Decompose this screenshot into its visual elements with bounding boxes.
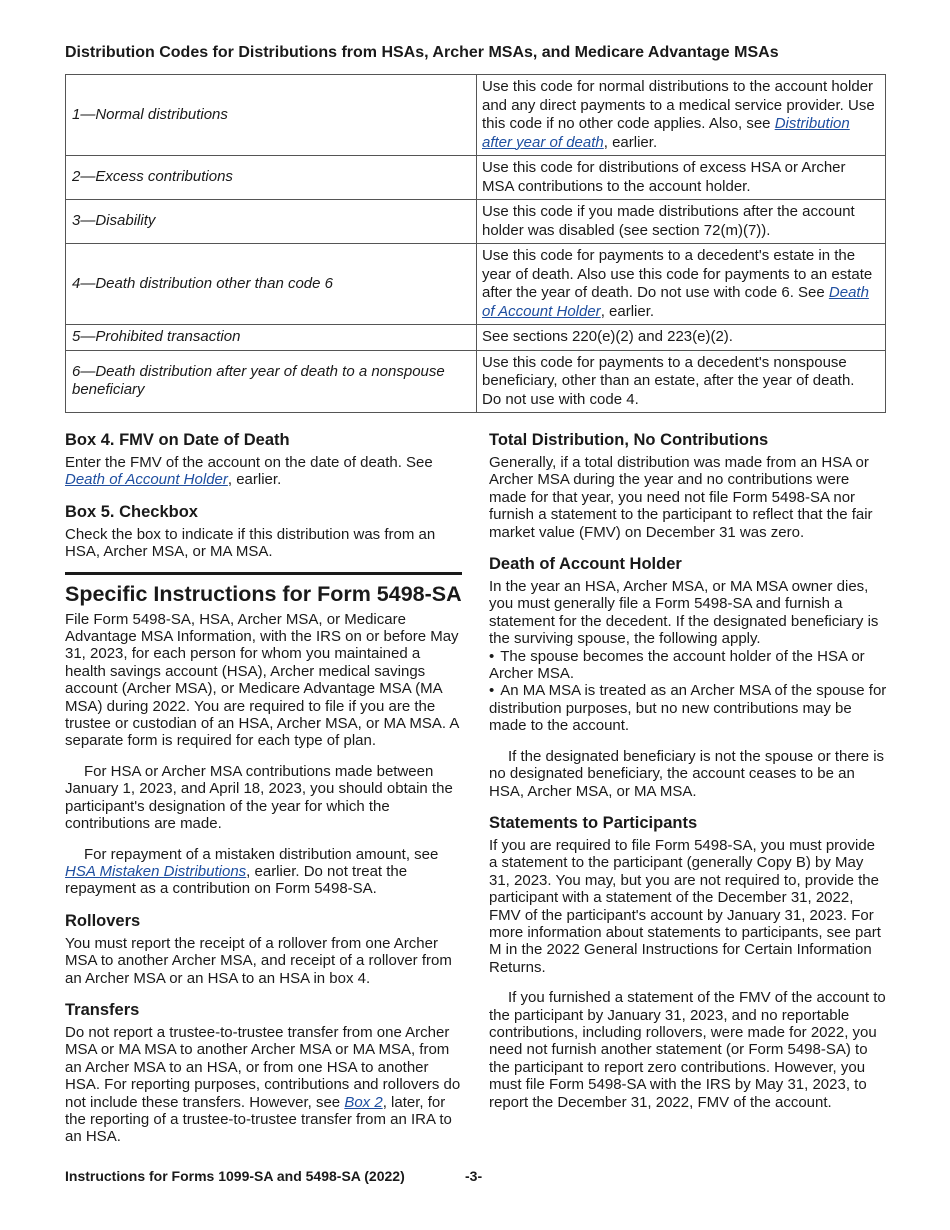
table-row	[66, 350, 886, 413]
specific-paragraph-1: File Form 5498-SA, HSA, Archer MSA, or Medicare Advantage MSA Information, with the IRS on or before May 31, 2023, for each person for whom you maintained a health savings account (HSA), Archer medical savings account (Archer MSA), or Medicare Advantage MSA (MA MSA) during 2022. You are required to file if you are the trustee or custodian of an HSA, Archer MSA, or MA MSA. A separate form is required for each type of plan.	[65, 610, 459, 750]
distribution-code-description: Use this code if you made distributions after the account holder was disabled (see section 72(m)(7)).	[477, 200, 886, 244]
transfers-heading: Transfers	[65, 1000, 140, 1019]
distribution-code: 5—Prohibited transaction	[66, 325, 477, 351]
box5-heading: Box 5. Checkbox	[65, 502, 198, 521]
distribution-code-description: See sections 220(e)(2) and 223(e)(2).	[477, 325, 886, 351]
total-distribution-heading: Total Distribution, No Contributions	[489, 431, 769, 449]
page-number: -3-	[465, 1168, 483, 1184]
distribution-code-description: Use this code for payments to a decedent's estate in the year of death. Also use this code for payments to an estate after the year of death. Do not use with code 6. See Death of Account Holder, earlier.	[477, 244, 886, 325]
box4-heading: Box 4. FMV on Date of Death	[65, 431, 290, 449]
death-of-account-holder-link[interactable]: Death of Account Holder	[65, 471, 228, 489]
distribution-code-description: Use this code for distributions of excess HSA or Archer MSA contributions to the account holder.	[477, 156, 886, 200]
cross-reference-link[interactable]: Death of Account Holder	[482, 284, 869, 320]
hsa-mistaken-distributions-link[interactable]: HSA Mistaken Distributions	[65, 862, 247, 880]
cross-reference-link[interactable]: Distribution after year of death	[482, 115, 850, 151]
statements-paragraph-2: If you furnished a statement of the FMV of the account to the participant by January 31, 2023, and no reportable contributions, including rollovers, were made for 2022, you need not furnish another statement (or Form 5498-SA) to the participant to report zero contributions. However, you must file Form 5498-SA with the IRS by May 31, 2023, to report the December 31, 2022, FMV of the account.	[489, 989, 886, 1111]
box2-link[interactable]: Box 2	[344, 1093, 383, 1111]
death-paragraph-1: In the year an HSA, Archer MSA, or MA MSA owner dies, you must generally file a Form 5498-SA and furnish a statement for the decedent. If the designated beneficiary is the surviving spouse, the following apply.	[489, 578, 879, 648]
distribution-code: 6—Death distribution after year of death to a nonspouse beneficiary	[66, 350, 477, 413]
table-row	[66, 244, 886, 325]
specific-paragraph-2: For HSA or Archer MSA contributions made between January 1, 2023, and April 18, 2023, you should obtain the participant's designation of the year for which the contributions are made.	[65, 762, 453, 833]
statements-heading: Statements to Participants	[489, 813, 698, 832]
death-bullet-1: • The spouse becomes the account holder of the HSA or Archer MSA.	[489, 648, 887, 683]
death-of-account-holder-heading: Death of Account Holder	[489, 555, 682, 574]
box5-text: Check the box to indicate if this distribution was from an HSA, Archer MSA, or MA MSA.	[65, 525, 436, 561]
total-distribution-text: Generally, if a total distribution was made from an HSA or Archer MSA during the year and no contributions were made for that year, you need not file Form 5498-SA nor furnish a statement to the participant to reflect that the fair market value (FMV) on December 31 was zero.	[489, 454, 873, 541]
death-paragraph-2: If the designated beneficiary is not the spouse or there is no designated beneficiary, the account ceases to be an HSA, Archer MSA, or MA MSA.	[489, 747, 885, 800]
distribution-code-description: Use this code for normal distributions to the account holder and any direct payments to a medical service provider. Use this code if no other code applies. Also, see Distribution after year of death, earlier.	[477, 75, 886, 156]
specific-paragraph-3: For repayment of a mistaken distribution amount, see HSA Mistaken Distributions, earlier. Do not treat the repayment as a contribution on Form 5498-SA.	[65, 845, 439, 898]
right-column	[489, 430, 887, 1111]
table-row	[66, 156, 886, 200]
distribution-code: 4—Death distribution other than code 6	[66, 244, 477, 325]
rollovers-text: You must report the receipt of a rollover from one Archer MSA to another Archer MSA, and receipt of a rollover from an Archer MSA or an HSA to an HSA in box 4.	[65, 934, 452, 987]
distribution-codes-table	[65, 74, 886, 413]
table-row	[66, 75, 886, 156]
box4-text: Enter the FMV of the account on the date of death. See Death of Account Holder, earlier.	[65, 454, 433, 489]
distribution-code: 3—Disability	[66, 200, 477, 244]
section-divider	[65, 572, 462, 608]
transfers-text: Do not report a trustee-to-trustee transfer from one Archer MSA or MA MSA to another Archer MSA or MA MSA, from an Archer MSA to an HSA, or from one HSA to another HSA. For reporting purposes, contributions and rollovers do not include these transfers. However, see Box 2, later, for the reporting of a trustee-to-trustee transfer from an IRA to an HSA.	[65, 1023, 461, 1146]
footer-doc-title: Instructions for Forms 1099-SA and 5498-SA (2022)	[65, 1168, 405, 1184]
death-bullet-2: • An MA MSA is treated as an Archer MSA of the spouse for distribution purposes, but no new contributions may be made to the account.	[489, 682, 887, 734]
table-row	[66, 325, 886, 351]
rollovers-heading: Rollovers	[65, 911, 141, 930]
page-title: Distribution Codes for Distributions from HSAs, Archer MSAs, and Medicare Advantage MSAs	[65, 44, 779, 61]
left-column	[65, 430, 463, 1146]
statements-paragraph-1: If you are required to file Form 5498-SA, you must provide a statement to the participant (generally Copy B) by May 31, 2023. You may, but you are not required to, provide the participant with a statement of the December 31, 2022, FMV of the participant's account by January 31, 2023. For more information about statements to participants, see part M in the 2022 General Instructions for Certain Information Returns.	[489, 836, 881, 976]
distribution-code: 2—Excess contributions	[66, 156, 477, 200]
page-footer	[65, 1167, 895, 1185]
specific-instructions-heading: Specific Instructions for Form 5498-SA	[65, 581, 462, 606]
table-row	[66, 200, 886, 244]
distribution-code-description: Use this code for payments to a decedent's nonspouse beneficiary, other than an estate, after the year of death. Do not use with code 4.	[477, 350, 886, 413]
distribution-code: 1—Normal distributions	[66, 75, 477, 156]
